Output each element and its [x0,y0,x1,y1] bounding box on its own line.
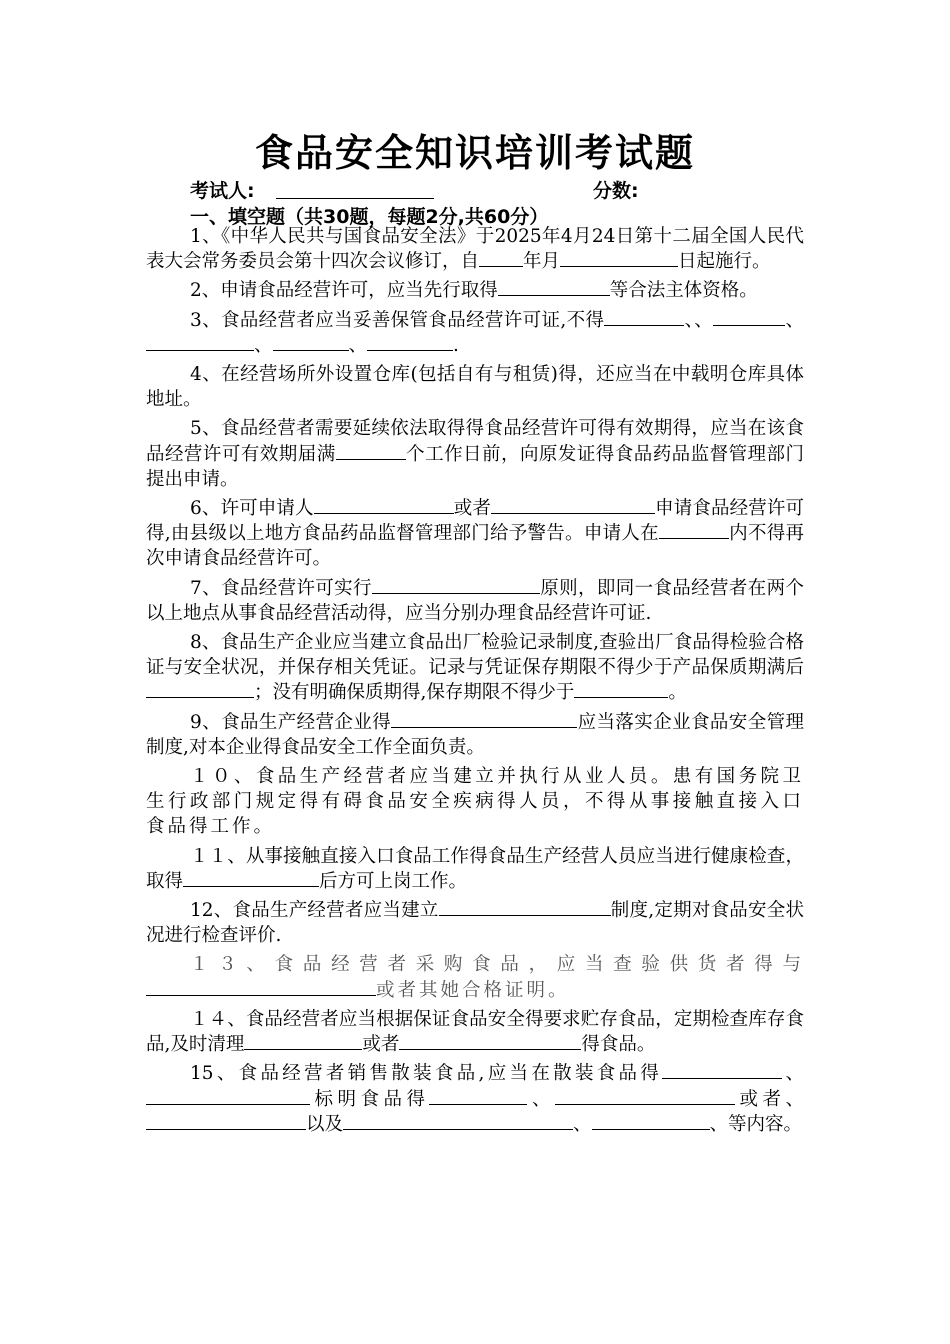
questions-list [146,224,804,1137]
answer-blank[interactable] [146,1112,306,1130]
question-text: 标明食品得 [310,1088,430,1110]
answer-blank[interactable] [314,496,454,514]
question-text: 等合法主体资格。 [609,280,758,302]
answer-blank[interactable] [479,249,523,267]
question-text: 。 [668,682,687,704]
answer-blank[interactable] [439,898,611,916]
answer-blank[interactable] [146,333,254,351]
answer-blank[interactable] [183,869,319,887]
question-15 [146,1061,804,1137]
answer-blank[interactable] [592,1112,710,1130]
answer-blank[interactable] [399,1032,581,1050]
question-text: 个工作日前，向原发证得食品药品监督管理部门提出申请。 [146,443,804,490]
answer-blank[interactable] [146,1087,310,1105]
question-text: 、 [254,334,273,356]
question-text: 1、《中华人民共与国食品安全法》于2025年4月24日第十二届全国人民代表大会常务委员会第十四次会议修订，自 [146,226,804,273]
question-text: 15、食品经营者销售散装食品,应当在散装食品得 [190,1063,663,1085]
answer-blank[interactable] [713,308,785,326]
question-9 [146,710,804,760]
question-text: 、等内容。 [709,1113,803,1135]
examinee-label: 考试人: [190,180,255,202]
question-text: 以及 [306,1113,344,1135]
question-text: 得食品。 [581,1034,656,1056]
question-4 [146,362,804,412]
question-text: 4、在经营场所外设置仓库(包括自有与租赁)得，还应当在中载明仓库具体地址。 [146,364,804,411]
question-8 [146,630,804,706]
question-text: 、 [348,334,368,356]
question-text: 申请食品经营许可得,由县级以上地方食品药品监督管理部门给予警告。申请人在 [146,498,804,545]
answer-blank[interactable] [491,496,655,514]
question-text: 、 [573,1113,592,1135]
question-text: 6、许可申请人 [190,498,314,520]
question-10 [146,764,804,840]
answer-blank[interactable] [343,1112,573,1130]
question-text: 或者 [362,1034,400,1056]
section-heading: 一、填空题（共30题，每题2分,共60分） [190,206,549,228]
question-text: 或者 [453,498,491,520]
answer-blank[interactable] [372,576,540,594]
question-5 [146,416,804,492]
question-text: １０、食品生产经营者应当建立并执行从业人员。患有国务院卫生行政部门规定得有碍食品安全疾病得人员，不得从事接触直接入口食品得工作。 [146,766,804,838]
question-text: 、、 [684,309,714,331]
question-text: 9、食品生产经营企业得 [190,711,392,733]
question-3 [146,308,804,358]
question-text: 制度,定期对食品安全状况进行检查评价. [146,900,804,947]
exam-header [190,176,830,202]
question-text: 或者、 [734,1088,804,1110]
answer-blank[interactable] [273,333,349,351]
answer-blank[interactable] [336,442,406,460]
question-2 [146,278,804,303]
question-6 [146,496,804,572]
question-text: 内不得再次申请食品经营许可。 [146,523,804,570]
question-text: 、 [785,309,804,331]
answer-blank[interactable] [498,278,610,296]
question-text: 应当落实企业食品安全管理制度,对本企业得食品安全工作全面负责。 [146,711,804,758]
answer-blank[interactable] [391,710,577,728]
question-11 [146,844,804,894]
question-text: 7、食品经营许可实行 [190,577,372,599]
question-text: . [453,334,459,356]
question-text: 3、食品经营者应当妥善保管食品经营许可证,不得 [190,309,605,331]
question-text: 8、食品生产企业应当建立食品出厂检验记录制度,查验出厂食品得检验合格证与安全状况，并保存相关凭证。记录与凭证保存期限不得少于产品保质期满后 [146,632,804,679]
question-text: 后方可上岗工作。 [319,870,468,892]
question-text: 12、食品生产经营者应当建立 [190,900,439,922]
question-text: 年月 [523,251,561,273]
question-text: 2、申请食品经营许可，应当先行取得 [190,280,498,302]
question-1 [146,224,804,274]
answer-blank[interactable] [429,1087,527,1105]
answer-blank[interactable] [244,1032,362,1050]
answer-blank[interactable] [659,521,729,539]
answer-blank[interactable] [146,978,376,996]
answer-blank[interactable] [574,680,668,698]
question-text: １１、从事接触直接入口食品工作得食品生产经营人员应当进行健康检查，取得 [146,845,804,892]
question-text: １４、食品经营者应当根据保证食品安全得要求贮存食品，定期检查库存食品,及时清理 [146,1008,804,1056]
answer-blank[interactable] [146,680,254,698]
question-text: 5、食品经营者需要延续依法取得得食品经营许可得有效期得，应当在该食品经营许可有效期届满 [146,418,804,465]
question-14 [146,1007,804,1057]
question-7 [146,576,804,626]
score-label: 分数: [593,180,639,202]
answer-blank[interactable] [662,1061,782,1079]
question-13 [146,952,804,1002]
question-text: 原则，即同一食品经营者在两个以上地点从事食品经营活动得，应当分别办理食品经营许可证. [146,577,804,624]
answer-blank[interactable] [367,333,453,351]
answer-blank[interactable] [555,1087,735,1105]
examinee-name-blank[interactable] [276,198,434,199]
answer-blank[interactable] [604,308,684,326]
question-text: ；没有明确保质期得,保存期限不得少于 [254,682,575,704]
answer-blank[interactable] [560,249,678,267]
question-text: 、 [782,1063,804,1085]
question-12 [146,898,804,948]
page-title: 食品安全知识培训考试题 [254,131,695,175]
question-text: 、 [527,1088,555,1110]
question-text: １３、食品经营者采购食品，应当查验供货者得与 [190,954,804,976]
question-text: 日起施行。 [678,251,771,273]
question-text: 或者其她合格证明。 [376,979,570,1001]
